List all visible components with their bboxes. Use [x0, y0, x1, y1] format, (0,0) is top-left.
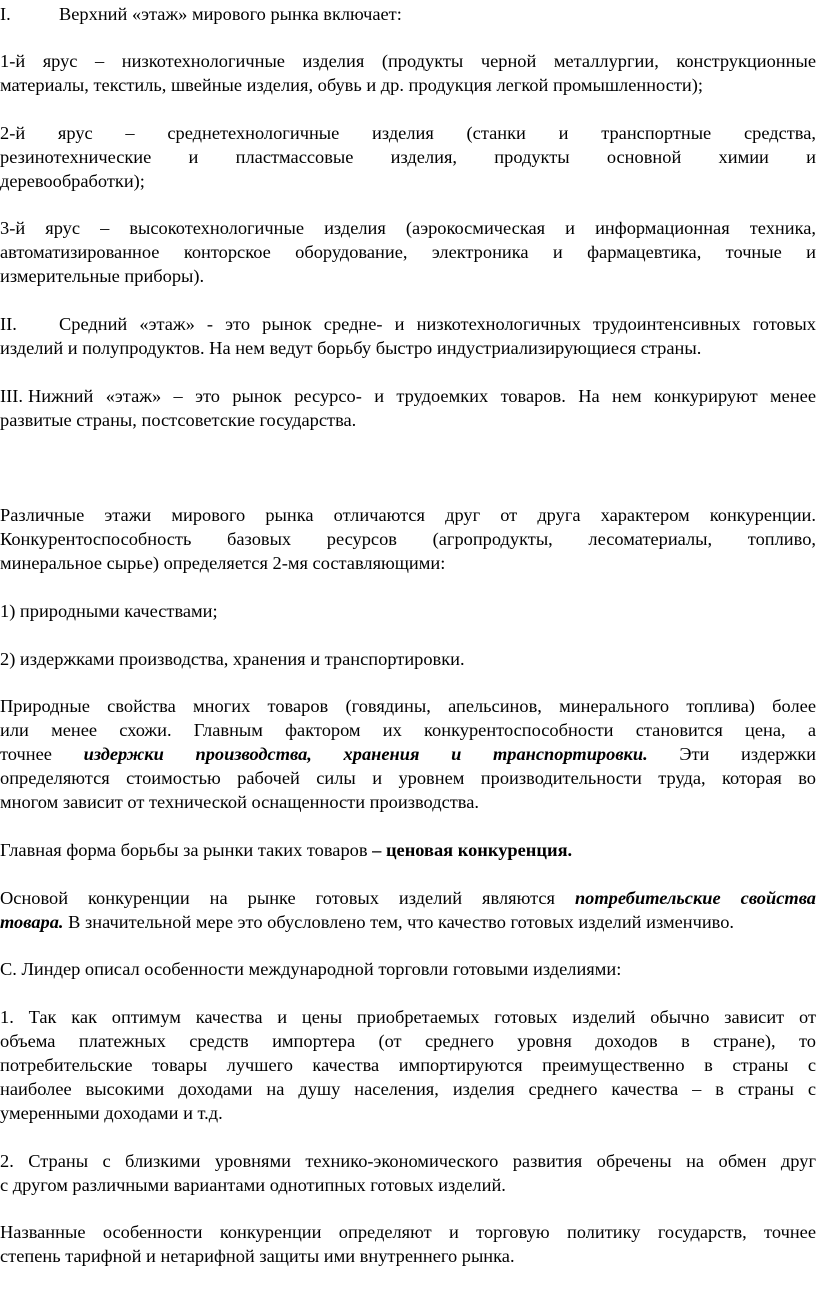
linder-point-1-line-5: умеренными доходами и т.д. [0, 1103, 223, 1123]
linder-point-1-line-1: 1. Так как оптимум качества и цены приобретаемых готовых изделий обычно зависит от [0, 1007, 816, 1027]
linder-point-2-line-2: с другом различными вариантами однотипных готовых изделий. [0, 1175, 506, 1195]
section-3-line-2: развитые страны, постсоветские государства. [0, 410, 357, 430]
tier-2-line-1: 2-й ярус – среднетехнологичные изделия (станки и транспортные средства, [0, 123, 816, 143]
costs-emphasis: издержки производства, хранения и транспортировки. [83, 744, 648, 764]
section-2-text: Средний «этаж» - это рынок средне- и низкотехнологичных трудоинтенсивных готовых [59, 314, 816, 334]
tier-1-line-1: 1-й ярус – низкотехнологичные изделия (продукты черной металлургии, конструкционные [0, 51, 816, 71]
basis-line-2-text: В значительной мере это обусловлено тем, что качество готовых изделий изменчиво. [68, 912, 735, 932]
conclusion-line-2: степень тарифной и нетарифной защиты ими внутреннего рынка. [0, 1246, 515, 1266]
basis-line-2 [0, 910, 816, 935]
nat-line-3-end: Эти издержки [679, 744, 816, 764]
basis-line-1 [0, 886, 816, 911]
natural-properties-line-4: определяются стоимостью рабочей силы и уровнем производительности труда, которая во [0, 768, 816, 788]
section-3-text: Нижний «этаж» – это рынок ресурсо- и трудоемких товаров. На нем конкурируют менее [28, 386, 816, 406]
linder-point-2-line-1: 2. Страны с близкими уровнями технико-экономического развития обречены на обмен друг [0, 1151, 816, 1171]
tier-2-line-2: резинотехнические и пластмассовые изделия, продукты основной химии и [0, 147, 816, 167]
linder-point-1-line-2: объема платежных средств импортера (от среднего уровня доходов в стране), то [0, 1031, 816, 1051]
consumer-properties-emphasis: потребительские свойства [574, 888, 816, 908]
tier-3-line-1: 3-й ярус – высокотехнологичные изделия (аэрокосмическая и информационная техника, [0, 218, 816, 238]
section-3-number: III. [0, 386, 23, 406]
nat-line-3-start: точнее [0, 744, 52, 764]
price-competition-emphasis: – ценовая конкуренция. [372, 840, 573, 860]
section-2-number: II. [0, 314, 17, 334]
section-1-heading [0, 2, 816, 27]
competition-intro-line-1: Различные этажи мирового рынка отличаются друг от друга характером конкуренции. [0, 505, 816, 525]
natural-properties-line-5: многом зависит от технической оснащенности производства. [0, 792, 479, 812]
linder-intro: С. Линдер описал особенности международной торговли готовыми изделиями: [0, 959, 622, 979]
linder-point-1-line-4: наиболее высокими доходами на душу населения, изделия среднего качества – в страны с [0, 1079, 816, 1099]
tier-1-line-2: материалы, текстиль, швейные изделия, обувь и др. продукция легкой промышленности); [0, 75, 703, 95]
section-1-text: Верхний «этаж» мирового рынка включает: [59, 4, 402, 24]
main-form-text: Главная форма борьбы за рынки таких товаров [0, 840, 368, 860]
linder-point-1-line-3: потребительские товары лучшего качества импортируются преимущественно в страны с [0, 1055, 816, 1075]
natural-properties-line-2: или менее схожи. Главным фактором их конкурентоспособности становится цена, а [0, 720, 816, 740]
main-form-line [0, 838, 816, 863]
conclusion-line-1: Названные особенности конкуренции определяют и торговую политику государств, точнее [0, 1222, 816, 1242]
natural-properties-line-3 [0, 742, 816, 767]
goods-emphasis: товара. [0, 912, 64, 932]
basis-text: Основой конкуренции на рынке готовых изделий являются [0, 888, 555, 908]
tier-2-line-3: деревообработки); [0, 171, 145, 191]
tier-3-line-2: автоматизированное конторское оборудование, электроника и фармацевтика, точные и [0, 242, 816, 262]
competition-intro-line-2: Конкурентоспособность базовых ресурсов (агропродукты, лесоматериалы, топливо, [0, 529, 816, 549]
competition-intro-line-3: минеральное сырье) определяется 2-мя составляющими: [0, 553, 446, 573]
section-3-line-1 [0, 384, 816, 409]
tier-3-line-3: измерительные приборы). [0, 266, 205, 286]
list-item-2: 2) издержками производства, хранения и транспортировки. [0, 649, 465, 669]
natural-properties-line-1: Природные свойства многих товаров (говядины, апельсинов, минерального топлива) более [0, 696, 816, 716]
list-item-1: 1) природными качествами; [0, 601, 218, 621]
section-2-line-2: изделий и полупродуктов. На нем ведут борьбу быстро индустриализирующиеся страны. [0, 338, 702, 358]
section-1-number: I. [0, 4, 11, 24]
section-2-line-1 [0, 312, 816, 337]
